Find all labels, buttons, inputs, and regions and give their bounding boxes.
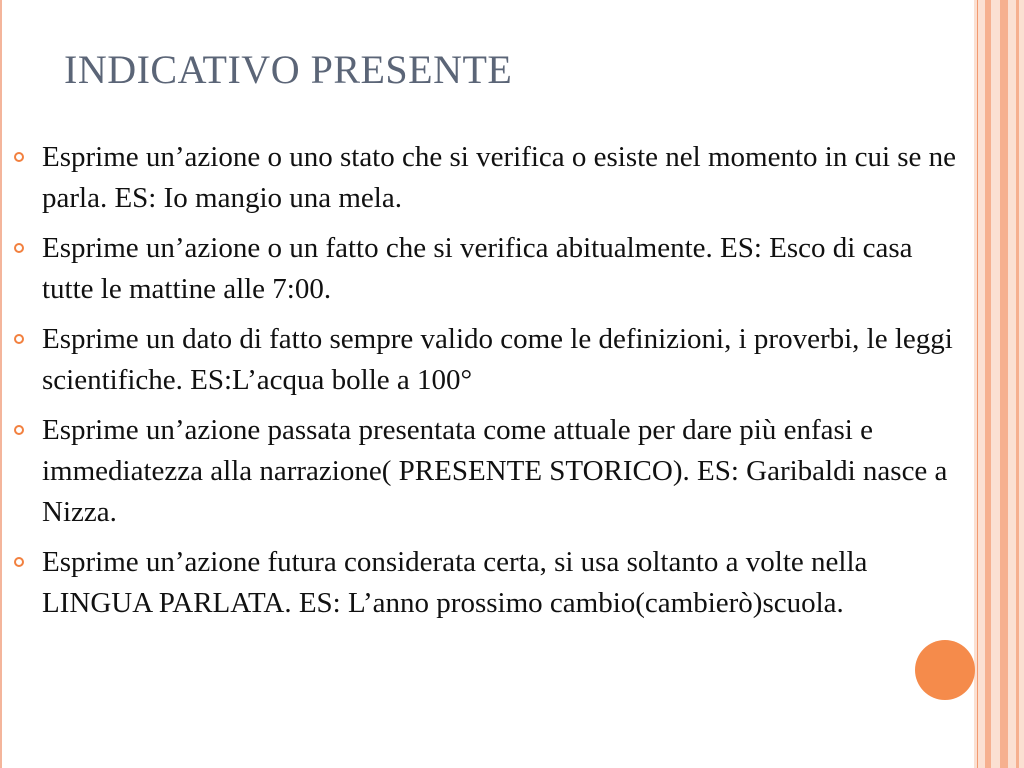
bullet-list [14,137,964,633]
bullet-circle-icon [14,557,24,567]
bullet-text: Esprime un’azione futura considerata certa, si usa soltanto a volte nella LINGUA PARLATA. ES: L’anno prossimo cambio(cambierò)scuola. [42,546,868,619]
decorative-stripe [1016,0,1019,768]
bullet-circle-icon [14,425,24,435]
decorative-stripe [1000,0,1008,768]
bullet-text: Esprime un’azione o uno stato che si verifica o esiste nel momento in cui se ne parla. ES: Io mangio una mela. [42,141,957,214]
bullet-circle-icon [14,152,24,162]
bullet-item [14,542,964,624]
bullet-item [14,319,964,401]
decorative-orange-circle [915,640,975,700]
bullet-text: Esprime un dato di fatto sempre valido come le definizioni, i proverbi, le leggi scientifiche. ES:L’acqua bolle a 100° [42,323,953,396]
left-border-line [0,0,2,768]
bullet-text: Esprime un’azione passata presentata come attuale per dare più enfasi e immediatezza alla narrazione( PRESENTE STORICO). ES: Garibaldi nasce a Nizza. [42,414,948,528]
decorative-stripe [977,0,978,768]
bullet-circle-icon [14,334,24,344]
bullet-circle-icon [14,243,24,253]
slide-title: INDICATIVO PRESENTE [64,47,513,92]
bullet-item [14,410,964,533]
bullet-item [14,137,964,219]
bullet-item [14,228,964,310]
bullet-text: Esprime un’azione o un fatto che si verifica abitualmente. ES: Esco di casa tutte le mattine alle 7:00. [42,232,913,305]
decorative-stripe [985,0,991,768]
